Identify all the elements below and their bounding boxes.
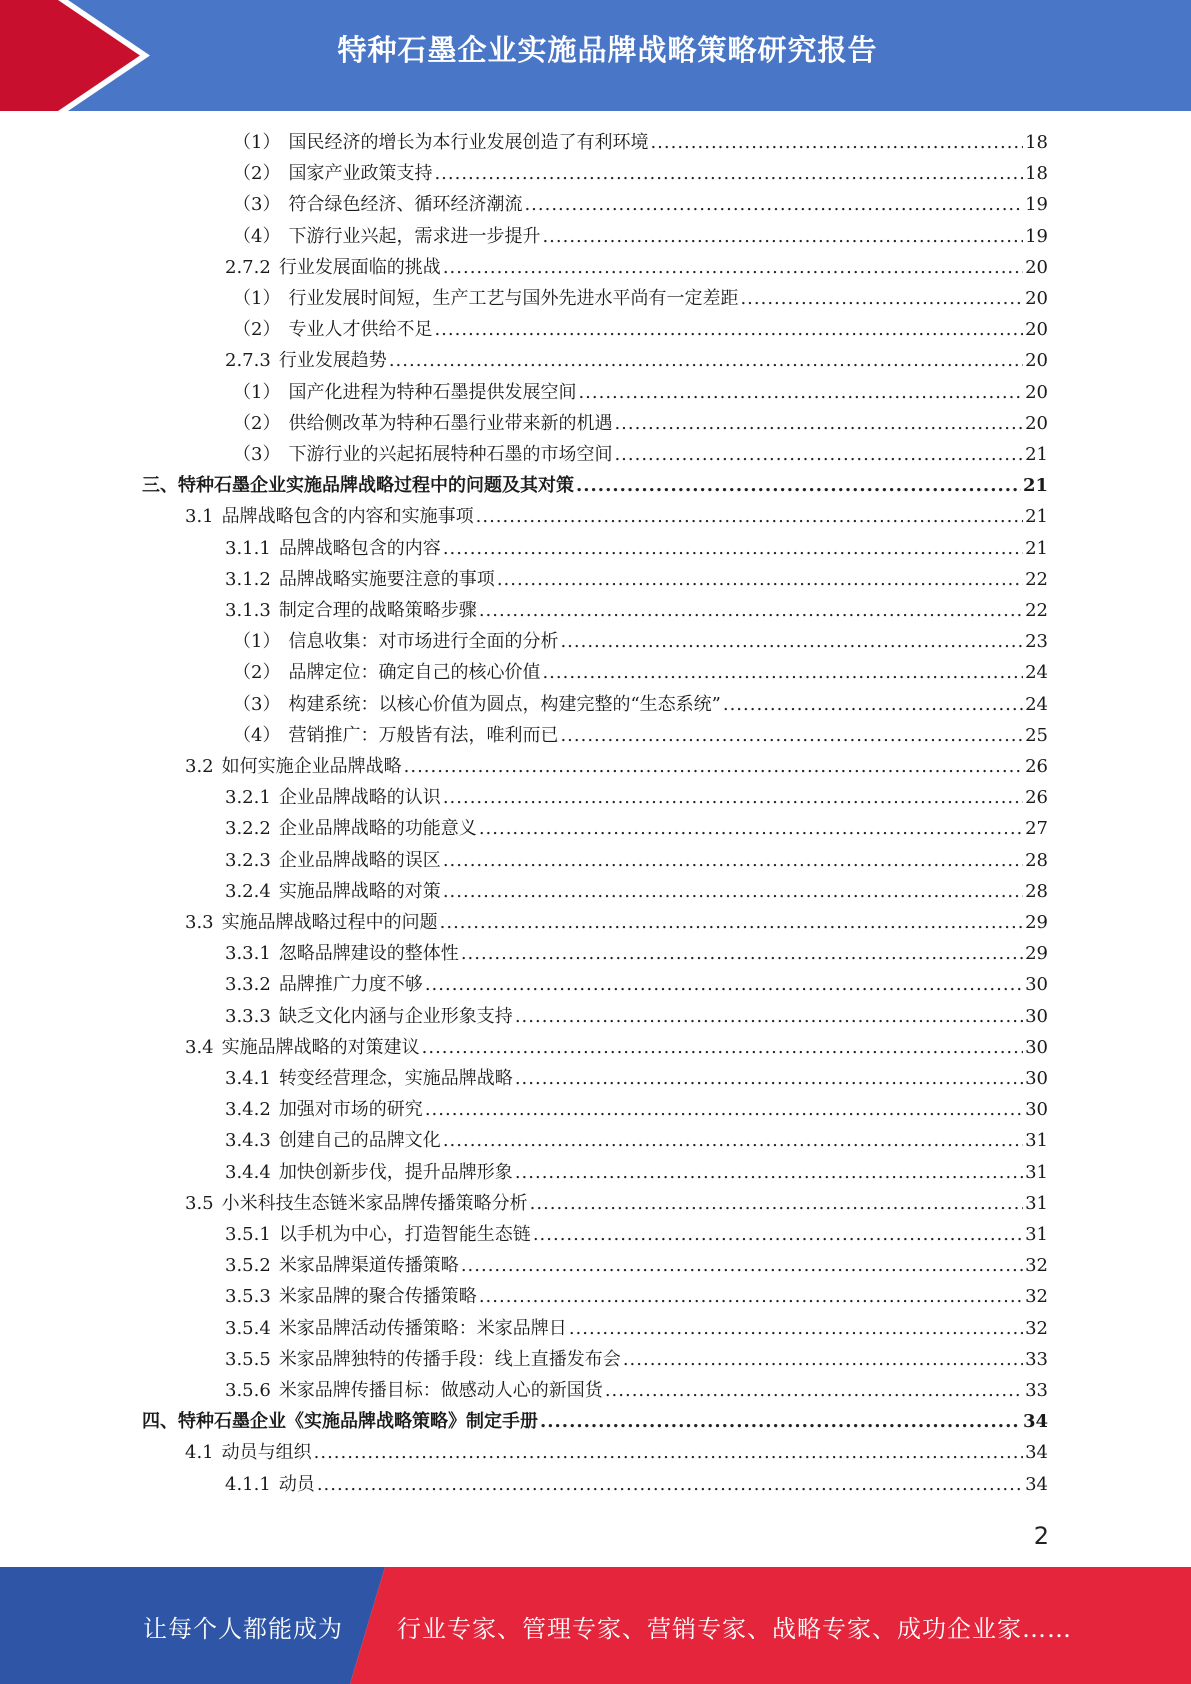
toc-entry-title: 实施品牌战略的对策 bbox=[278, 880, 441, 902]
toc-entry-title: 创建自己的品牌文化 bbox=[278, 1130, 441, 1152]
toc-entry-title: 下游行业的兴起拓展特种石墨的市场空间 bbox=[288, 444, 613, 465]
toc-entry-number: 3.3.3 bbox=[225, 1005, 271, 1027]
toc-dot-leader bbox=[422, 1032, 1023, 1063]
toc-entry-number: （1） bbox=[233, 288, 281, 309]
toc-entry-number: 3.5 bbox=[185, 1192, 214, 1214]
toc-entry-page: 24 bbox=[1025, 662, 1048, 684]
toc-dot-leader bbox=[740, 283, 1023, 314]
toc-dot-leader bbox=[497, 564, 1023, 595]
toc-dot-leader bbox=[425, 1094, 1023, 1125]
toc-entry-title: 以手机为中心，打造智能生态链 bbox=[278, 1224, 531, 1245]
toc-entry-page: 19 bbox=[1025, 194, 1048, 216]
toc-entry-title: 下游行业兴起，需求进一步提升 bbox=[288, 225, 541, 247]
toc-entry-title: 构建系统：以核心价值为圆点，构建完整的“生态系统” bbox=[288, 693, 721, 715]
toc-entry-title: 米家品牌活动传播策略：米家品牌日 bbox=[278, 1317, 567, 1339]
toc-entry-number: （3） bbox=[233, 693, 281, 715]
toc-entry-title: 品牌战略包含的内容和实施事项 bbox=[221, 506, 474, 528]
toc-entry-page: 21 bbox=[1025, 506, 1048, 528]
toc-entry-title: 米家品牌传播目标：做感动人心的新国货 bbox=[278, 1380, 603, 1401]
toc-entry-title: 品牌战略实施要注意的事项 bbox=[278, 568, 495, 590]
toc-entry[interactable] bbox=[225, 1063, 1048, 1094]
toc-dot-leader bbox=[461, 938, 1023, 969]
toc-entry-page: 32 bbox=[1025, 1286, 1048, 1308]
toc-entry-title: 行业发展时间短，生产工艺与国外先进水平尚有一定差距 bbox=[288, 288, 739, 309]
toc-entry-number: （2） bbox=[233, 163, 281, 185]
toc-entry-title: 品牌战略包含的内容 bbox=[278, 537, 441, 559]
toc-entry[interactable] bbox=[225, 1250, 1048, 1281]
toc-entry-page: 29 bbox=[1025, 912, 1048, 933]
toc-entry-number: 3.5.1 bbox=[225, 1224, 271, 1245]
toc-entry-title: 特种石墨企业《实施品牌战略策略》制定手册 bbox=[178, 1411, 538, 1433]
toc-entry-title: 米家品牌独特的传播手段：线上直播发布会 bbox=[278, 1348, 621, 1370]
toc-dot-leader bbox=[476, 501, 1023, 532]
toc-entry-number: 3.4.3 bbox=[225, 1130, 271, 1152]
toc-dot-leader bbox=[434, 158, 1023, 189]
toc-entry-title: 米家品牌渠道传播策略 bbox=[278, 1255, 459, 1277]
toc-entry[interactable] bbox=[225, 938, 1048, 969]
toc-entry-page: 21 bbox=[1022, 475, 1048, 497]
toc-dot-leader bbox=[650, 127, 1023, 158]
toc-dot-leader bbox=[542, 657, 1023, 688]
toc-entry-title: 实施品牌战略过程中的问题 bbox=[221, 912, 438, 933]
toc-entry-number: 3.4.2 bbox=[225, 1099, 271, 1121]
toc-entry-title: 缺乏文化内涵与企业形象支持 bbox=[278, 1005, 513, 1027]
toc-entry[interactable] bbox=[225, 876, 1048, 907]
toc-entry-number: 3.1 bbox=[185, 506, 214, 528]
toc-entry-number: 3.2.2 bbox=[225, 818, 271, 840]
toc-entry[interactable] bbox=[233, 657, 1048, 688]
toc-entry-number: 3.3.1 bbox=[225, 943, 271, 965]
toc-entry-page: 23 bbox=[1025, 631, 1048, 653]
toc-entry-page: 21 bbox=[1025, 444, 1048, 465]
toc-entry-page: 20 bbox=[1025, 288, 1048, 309]
toc-dot-leader bbox=[389, 345, 1023, 376]
toc-entry-page: 31 bbox=[1025, 1130, 1048, 1152]
toc-entry-title: 品牌定位：确定自己的核心价值 bbox=[288, 662, 541, 684]
toc-dot-leader bbox=[560, 626, 1023, 657]
toc-dot-leader bbox=[578, 377, 1023, 408]
toc-entry[interactable] bbox=[225, 533, 1048, 564]
toc-entry-page: 21 bbox=[1025, 537, 1048, 559]
footer-slogan-left: 让每个人都能成为 bbox=[143, 1615, 343, 1643]
toc-dot-leader bbox=[479, 813, 1023, 844]
toc-entry-number: 2.7.2 bbox=[225, 256, 271, 278]
toc-entry-title: 实施品牌战略的对策建议 bbox=[221, 1036, 420, 1058]
toc-entry-title: 企业品牌战略的误区 bbox=[278, 849, 441, 871]
toc-dot-leader bbox=[530, 1188, 1023, 1219]
toc-entry[interactable] bbox=[233, 439, 1048, 470]
toc-entry-title: 信息收集：对市场进行全面的分析 bbox=[288, 631, 559, 653]
page-footer bbox=[0, 1567, 1191, 1684]
toc-entry[interactable] bbox=[225, 1157, 1048, 1188]
toc-entry[interactable] bbox=[225, 1344, 1048, 1375]
toc-entry[interactable] bbox=[225, 969, 1048, 1000]
toc-dot-leader bbox=[605, 1375, 1023, 1406]
toc-entry-number: 3.2.1 bbox=[225, 787, 271, 809]
toc-entry[interactable] bbox=[142, 1406, 1048, 1437]
toc-entry-page: 20 bbox=[1025, 319, 1048, 341]
toc-entry[interactable] bbox=[233, 221, 1048, 252]
toc-entry-number: 3.1.3 bbox=[225, 600, 271, 621]
toc-entry[interactable] bbox=[225, 595, 1048, 626]
toc-dot-leader bbox=[440, 907, 1023, 938]
toc-entry[interactable] bbox=[233, 127, 1048, 158]
toc-entry[interactable] bbox=[185, 751, 1048, 782]
toc-dot-leader bbox=[515, 1063, 1023, 1094]
toc-entry-number: 3.2.4 bbox=[225, 880, 271, 902]
toc-entry[interactable] bbox=[233, 626, 1048, 657]
toc-entry-number: （1） bbox=[233, 381, 281, 403]
toc-entry-number: 3.2 bbox=[185, 756, 214, 777]
toc-dot-leader bbox=[443, 876, 1023, 907]
toc-entry[interactable] bbox=[225, 1094, 1048, 1125]
toc-dot-leader bbox=[317, 1469, 1023, 1500]
toc-entry[interactable] bbox=[233, 158, 1048, 189]
toc-entry[interactable] bbox=[225, 1469, 1048, 1500]
toc-entry-page: 25 bbox=[1025, 724, 1048, 746]
toc-entry-title: 忽略品牌建设的整体性 bbox=[278, 943, 459, 965]
toc-entry[interactable] bbox=[233, 377, 1048, 408]
toc-entry-page: 27 bbox=[1025, 818, 1048, 840]
toc-entry-title: 符合绿色经济、循环经济潮流 bbox=[288, 194, 523, 216]
toc-entry-number: （2） bbox=[233, 412, 281, 434]
toc-dot-leader bbox=[479, 1281, 1023, 1312]
toc-entry[interactable] bbox=[225, 845, 1048, 876]
toc-dot-leader bbox=[479, 595, 1023, 626]
toc-entry-page: 18 bbox=[1025, 163, 1048, 185]
toc-entry-number: （2） bbox=[233, 319, 281, 341]
toc-dot-leader bbox=[623, 1344, 1023, 1375]
toc-entry-page: 32 bbox=[1025, 1255, 1048, 1277]
toc-entry-page: 22 bbox=[1025, 600, 1048, 621]
toc-entry-page: 20 bbox=[1025, 381, 1048, 403]
toc-dot-leader bbox=[614, 439, 1023, 470]
toc-entry-number: 3.4 bbox=[185, 1036, 214, 1058]
toc-dot-leader bbox=[524, 189, 1023, 220]
toc-entry-number: （3） bbox=[233, 444, 281, 465]
toc-dot-leader bbox=[461, 1250, 1023, 1281]
toc-dot-leader bbox=[443, 533, 1023, 564]
toc-entry-page: 26 bbox=[1025, 756, 1048, 777]
toc-entry-number: （3） bbox=[233, 194, 281, 216]
toc-entry[interactable] bbox=[185, 907, 1048, 938]
page-header bbox=[0, 0, 1191, 111]
toc-entry-page: 28 bbox=[1025, 880, 1048, 902]
toc-dot-leader bbox=[560, 720, 1023, 751]
toc-entry[interactable] bbox=[185, 1188, 1048, 1219]
toc-entry[interactable] bbox=[185, 501, 1048, 532]
toc-entry-number: 3.3.2 bbox=[225, 974, 271, 996]
toc-dot-leader bbox=[425, 969, 1023, 1000]
toc-entry[interactable] bbox=[225, 564, 1048, 595]
toc-entry-number: 3.4.1 bbox=[225, 1068, 271, 1089]
toc-entry-page: 18 bbox=[1025, 132, 1048, 153]
toc-entry-title: 转变经营理念，实施品牌战略 bbox=[278, 1068, 513, 1089]
toc-dot-leader bbox=[434, 314, 1023, 345]
toc-entry[interactable] bbox=[233, 720, 1048, 751]
toc-entry-title: 小米科技生态链米家品牌传播策略分析 bbox=[221, 1192, 528, 1214]
toc-entry-page: 30 bbox=[1025, 1099, 1048, 1121]
toc-entry-number: （1） bbox=[233, 631, 281, 653]
toc-entry[interactable] bbox=[225, 1001, 1048, 1032]
footer-slogan-right: 行业专家、管理专家、营销专家、战略专家、成功企业家…… bbox=[397, 1615, 1072, 1643]
toc-entry-title: 专业人才供给不足 bbox=[288, 319, 433, 341]
toc-entry-title: 国家产业政策支持 bbox=[288, 163, 433, 185]
toc-entry[interactable] bbox=[233, 689, 1048, 720]
toc-entry-number: （1） bbox=[233, 132, 281, 153]
toc-entry[interactable] bbox=[233, 314, 1048, 345]
toc-entry[interactable] bbox=[225, 1375, 1048, 1406]
toc-entry-number: 3.5.2 bbox=[225, 1255, 271, 1277]
toc-entry-title: 行业发展趋势 bbox=[278, 350, 387, 372]
toc-entry-page: 34 bbox=[1025, 1442, 1048, 1464]
toc-entry-title: 行业发展面临的挑战 bbox=[278, 256, 441, 278]
toc-dot-leader bbox=[540, 1406, 1021, 1437]
toc-entry-title: 动员与组织 bbox=[221, 1442, 312, 1464]
toc-entry-number: 3.4.4 bbox=[225, 1161, 271, 1183]
toc-entry-number: （4） bbox=[233, 724, 281, 746]
toc-entry-number: 3.3 bbox=[185, 912, 214, 933]
toc-entry[interactable] bbox=[225, 345, 1048, 376]
toc-entry-page: 20 bbox=[1025, 256, 1048, 278]
document-title: 特种石墨企业实施品牌战略策略研究报告 bbox=[337, 33, 878, 67]
toc-entry-title: 加强对市场的研究 bbox=[278, 1099, 423, 1121]
page-number: 2 bbox=[1033, 1522, 1049, 1550]
toc-entry[interactable] bbox=[225, 1125, 1048, 1156]
toc-dot-leader bbox=[533, 1219, 1023, 1250]
toc-entry-page: 24 bbox=[1025, 693, 1048, 715]
toc-entry-number: 3.1.1 bbox=[225, 537, 271, 559]
toc-entry-page: 33 bbox=[1025, 1348, 1048, 1370]
toc-entry-title: 企业品牌战略的认识 bbox=[278, 787, 441, 809]
toc-entry-title: 制定合理的战略策略步骤 bbox=[278, 600, 477, 621]
toc-entry[interactable] bbox=[225, 252, 1048, 283]
toc-entry-number: 三、 bbox=[142, 475, 178, 497]
toc-entry-number: 2.7.3 bbox=[225, 350, 271, 372]
toc-entry-title: 米家品牌的聚合传播策略 bbox=[278, 1286, 477, 1308]
toc-entry-title: 国产化进程为特种石墨提供发展空间 bbox=[288, 381, 577, 403]
toc-entry[interactable] bbox=[225, 1219, 1048, 1250]
toc-entry-number: 3.5.6 bbox=[225, 1380, 271, 1401]
toc-entry-title: 如何实施企业品牌战略 bbox=[221, 756, 402, 777]
toc-dot-leader bbox=[569, 1313, 1023, 1344]
toc-entry-page: 22 bbox=[1025, 568, 1048, 590]
toc-entry-page: 26 bbox=[1025, 787, 1048, 809]
toc-entry[interactable] bbox=[233, 408, 1048, 439]
toc-entry-number: 四、 bbox=[142, 1411, 178, 1433]
toc-entry-page: 31 bbox=[1025, 1192, 1048, 1214]
toc-entry-page: 20 bbox=[1025, 350, 1048, 372]
toc-entry-page: 30 bbox=[1025, 974, 1048, 996]
toc-entry-page: 32 bbox=[1025, 1317, 1048, 1339]
toc-dot-leader bbox=[443, 782, 1023, 813]
toc-entry-page: 28 bbox=[1025, 849, 1048, 871]
toc-entry-number: （4） bbox=[233, 225, 281, 247]
toc-dot-leader bbox=[614, 408, 1023, 439]
toc-entry[interactable] bbox=[233, 283, 1048, 314]
toc-entry-page: 34 bbox=[1025, 1473, 1048, 1495]
toc-dot-leader bbox=[314, 1437, 1023, 1468]
toc-entry-title: 企业品牌战略的功能意义 bbox=[278, 818, 477, 840]
toc-entry[interactable] bbox=[142, 470, 1048, 501]
toc-dot-leader bbox=[576, 470, 1021, 501]
toc-entry-title: 供给侧改革为特种石墨行业带来新的机遇 bbox=[288, 412, 613, 434]
toc-entry-page: 19 bbox=[1025, 225, 1048, 247]
toc-entry-title: 加快创新步伐，提升品牌形象 bbox=[278, 1161, 513, 1183]
toc-entry-number: 3.1.2 bbox=[225, 568, 271, 590]
toc-entry-title: 动员 bbox=[278, 1473, 315, 1495]
toc-entry-title: 国民经济的增长为本行业发展创造了有利环境 bbox=[288, 132, 649, 153]
toc-entry-title: 特种石墨企业实施品牌战略过程中的问题及其对策 bbox=[178, 475, 574, 497]
toc-entry[interactable] bbox=[185, 1032, 1048, 1063]
toc-entry-page: 34 bbox=[1022, 1411, 1048, 1433]
toc-entry-number: 3.5.3 bbox=[225, 1286, 271, 1308]
toc-dot-leader bbox=[542, 221, 1023, 252]
toc-entry[interactable] bbox=[225, 813, 1048, 844]
toc-dot-leader bbox=[515, 1157, 1023, 1188]
toc-entry-page: 29 bbox=[1025, 943, 1048, 965]
toc-entry-page: 31 bbox=[1025, 1224, 1048, 1245]
toc-entry-number: 4.1 bbox=[185, 1442, 214, 1464]
toc-entry-number: 3.5.5 bbox=[225, 1348, 271, 1370]
toc-entry[interactable] bbox=[185, 1437, 1048, 1468]
toc-entry-number: （2） bbox=[233, 662, 281, 684]
toc-entry-title: 营销推广：万般皆有法，唯利而已 bbox=[288, 724, 559, 746]
toc-entry-title: 品牌推广力度不够 bbox=[278, 974, 423, 996]
toc-dot-leader bbox=[723, 689, 1023, 720]
toc-dot-leader bbox=[443, 252, 1023, 283]
toc-entry[interactable] bbox=[225, 1281, 1048, 1312]
toc-entry[interactable] bbox=[225, 1313, 1048, 1344]
toc-dot-leader bbox=[515, 1001, 1023, 1032]
toc-entry-page: 30 bbox=[1025, 1036, 1048, 1058]
toc-dot-leader bbox=[404, 751, 1023, 782]
toc-entry-page: 20 bbox=[1025, 412, 1048, 434]
toc-entry-number: 3.2.3 bbox=[225, 849, 271, 871]
toc-entry-number: 4.1.1 bbox=[225, 1473, 271, 1495]
toc-entry-number: 3.5.4 bbox=[225, 1317, 271, 1339]
toc-entry[interactable] bbox=[233, 189, 1048, 220]
toc-entry-page: 30 bbox=[1025, 1005, 1048, 1027]
toc-dot-leader bbox=[443, 845, 1023, 876]
toc-entry-page: 33 bbox=[1025, 1380, 1048, 1401]
toc-entry[interactable] bbox=[225, 782, 1048, 813]
toc-entry-page: 30 bbox=[1025, 1068, 1048, 1089]
toc-entry-page: 31 bbox=[1025, 1161, 1048, 1183]
toc-dot-leader bbox=[443, 1125, 1023, 1156]
